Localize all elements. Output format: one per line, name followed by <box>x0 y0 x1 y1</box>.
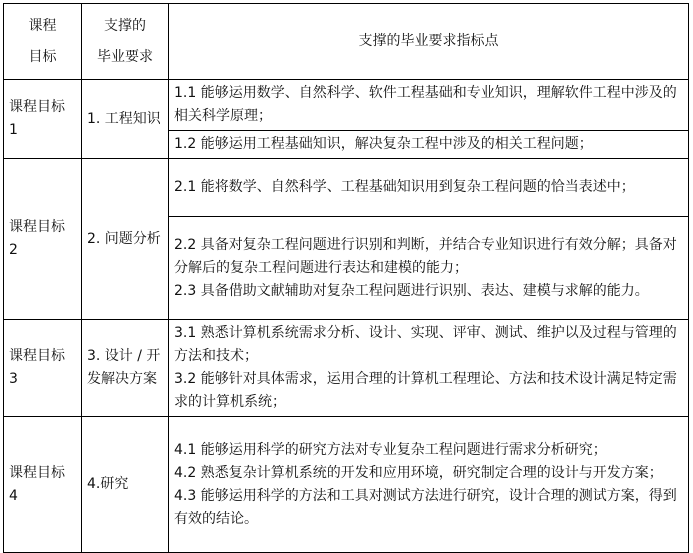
table-row <box>4 80 689 131</box>
indicator-text: 3.2 能够针对具体需求，运用合理的计算机工程理论、方法和技术设计满足特定需求的计算机系统； <box>174 371 677 410</box>
indicator-cell <box>169 217 689 320</box>
indicator-cell <box>169 320 689 417</box>
header-goal <box>4 4 82 80</box>
indicator-text: 4.2 熟悉复杂计算机系统的开发和应用环境，研究制定合理的设计与开发方案； <box>174 464 663 481</box>
header-goal-line2: 目标 <box>28 48 57 65</box>
header-goal-line1: 课程 <box>28 17 57 34</box>
indicator-text: 3.1 熟悉计算机系统需求分析、设计、实现、评审、测试、维护以及过程与管理的方法和技术； <box>174 325 677 364</box>
indicator-text: 2.1 能将数学、自然科学、工程基础知识用到复杂工程问题的恰当表述中； <box>174 179 635 195</box>
goal-cell: 课程目标 3 <box>4 320 82 417</box>
indicator-text: 1.1 能够运用数学、自然科学、软件工程基础和专业知识，理解软件工程中涉及的相关科学原理； <box>174 85 677 124</box>
goal-cell: 课程目标 4 <box>4 417 82 553</box>
goal-cell: 课程目标 2 <box>4 159 82 320</box>
indicator-text: 1.2 能够运用工程基础知识，解决复杂工程中涉及的相关工程问题； <box>174 136 593 152</box>
requirement-cell: 1. 工程知识 <box>82 80 169 159</box>
table-row <box>4 320 689 417</box>
indicator-cell <box>169 131 689 159</box>
requirement-cell: 2. 问题分析 <box>82 159 169 320</box>
header-req-line2: 毕业要求 <box>97 48 153 65</box>
requirement-cell: 4.研究 <box>82 417 169 553</box>
indicator-text: 4.3 能够运用科学的方法和工具对测试方法进行研究，设计合理的测试方案，得到有效的结论。 <box>174 487 677 527</box>
header-requirement <box>82 4 169 80</box>
indicator-text: 4.1 能够运用科学的研究方法对专业复杂工程问题进行需求分析研究； <box>174 441 607 458</box>
indicator-cell <box>169 417 689 553</box>
header-indicators: 支撑的毕业要求指标点 <box>169 4 689 80</box>
requirement-cell: 3. 设计 / 开发解决方案 <box>82 320 169 417</box>
table-row <box>4 159 689 217</box>
course-goals-table <box>3 3 689 553</box>
header-req-line1: 支撑的 <box>104 17 146 34</box>
indicator-text: 2.2 具备对复杂工程问题进行识别和判断，并结合专业知识进行有效分解；具备对分解后的复杂工程问题进行表达和建模的能力； <box>174 236 677 276</box>
indicator-cell <box>169 159 689 217</box>
goal-cell: 课程目标 1 <box>4 80 82 159</box>
table-row <box>4 417 689 553</box>
indicator-cell <box>169 80 689 131</box>
indicator-text: 2.3 具备借助文献辅助对复杂工程问题进行识别、表达、建模与求解的能力。 <box>174 282 649 299</box>
header-row <box>4 4 689 80</box>
